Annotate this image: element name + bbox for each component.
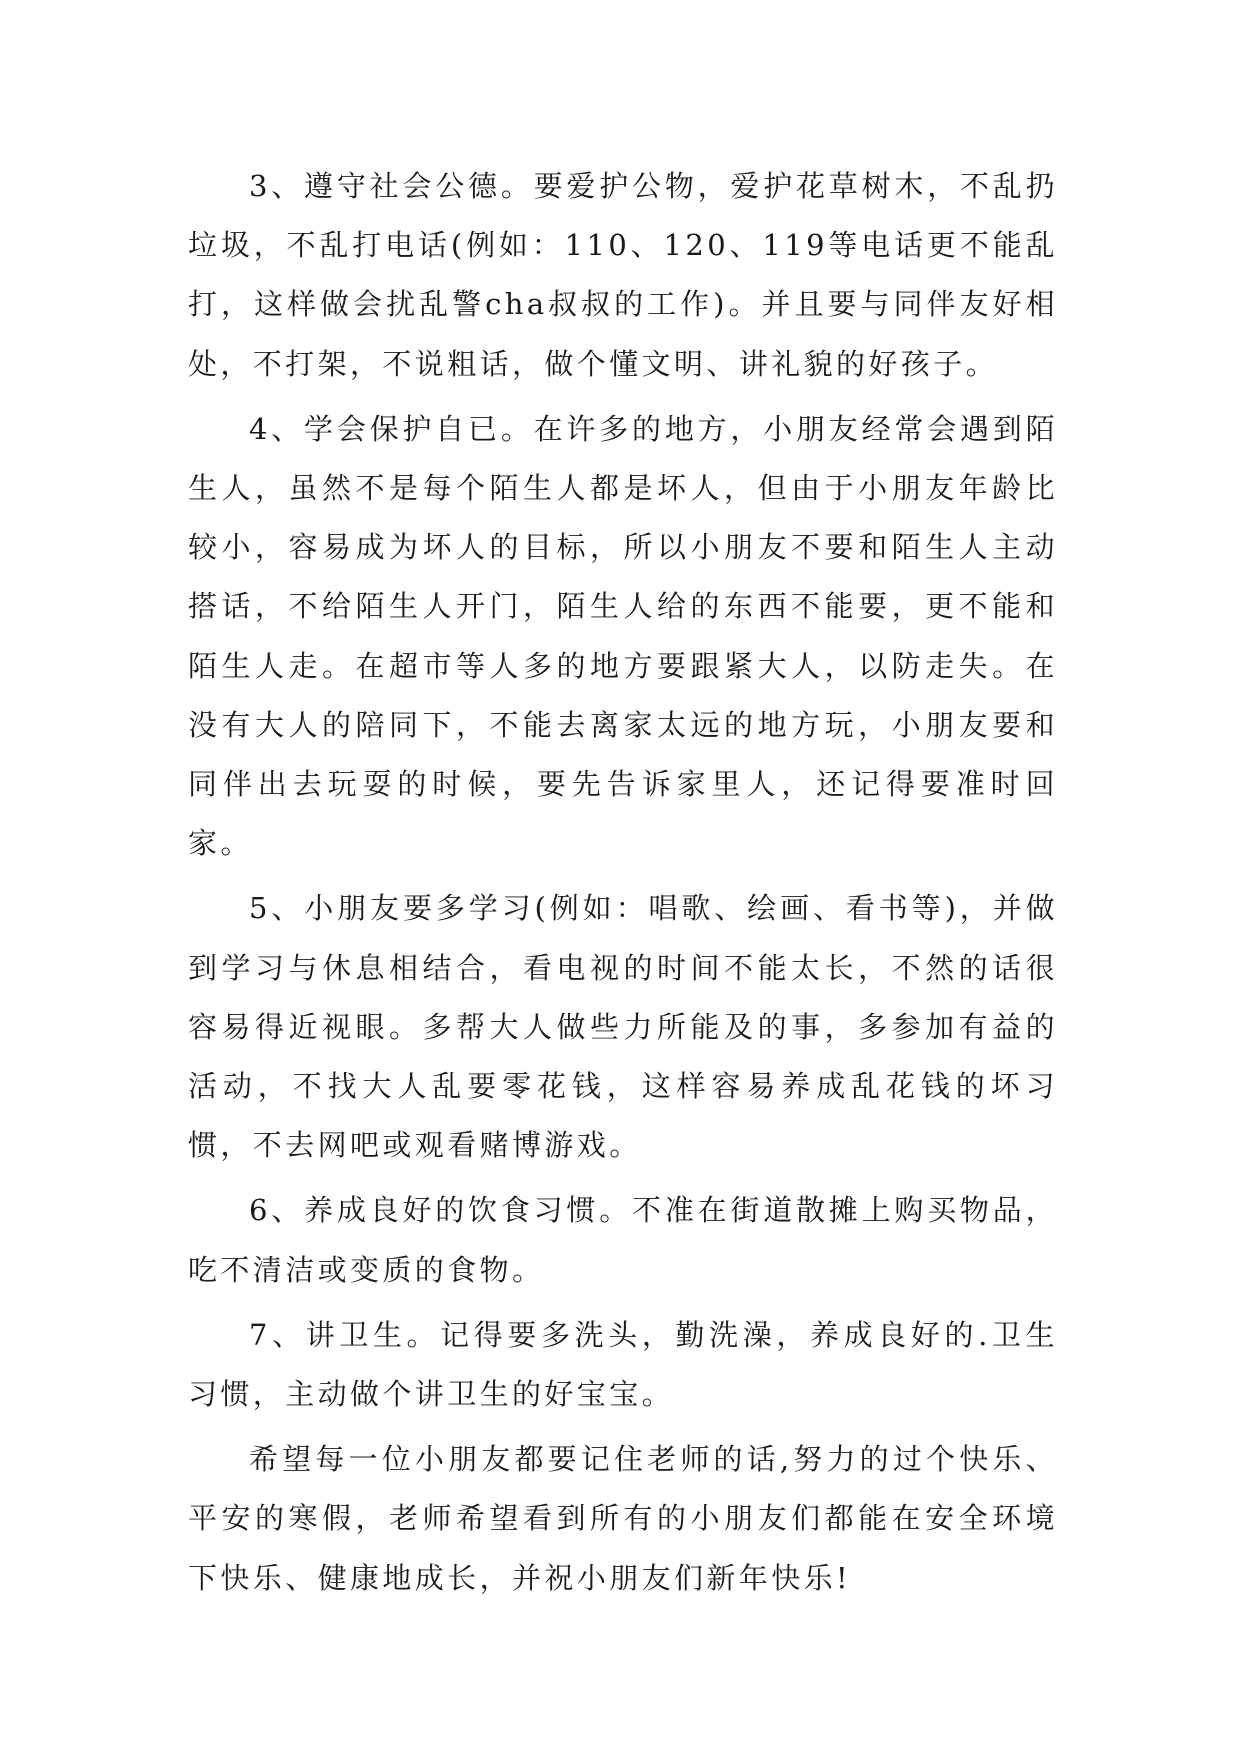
paragraph-rule-6: 6、养成良好的饮食习惯。不准在街道散摊上购买物品，吃不清洁或变质的食物。 [188,1193,1058,1287]
document-body [188,157,1058,1614]
paragraph-rule-4: 4、学会保护自已。在许多的地方，小朋友经常会遇到陌生人，虽然不是每个陌生人都是坏人，但由于小朋友年龄比较小，容易成为坏人的目标，所以小朋友不要和陌生人主动搭话，不给陌生人开门，陌生人给的东西不能要，更不能和陌生人走。在超市等人多的地方要跟紧大人，以防走失。在没有大人的陪同下，不能去离家太远的地方玩，小朋友要和同伴出去玩耍的时候，要先告诉家里人，还记得要准时回家。 [188,411,1058,861]
paragraph-rule-7: 7、讲卫生。记得要多洗头，勤洗澡，养成良好的.卫生习惯，主动做个讲卫生的好宝宝。 [188,1317,1058,1412]
paragraph-rule-3: 3、遵守社会公德。要爱护公物，爱护花草树木，不乱扔垃圾，不乱打电话(例如：110、120、119等电话更不能乱打，这样做会扰乱警cha叔叔的工作)。并且要与同伴友好相处，不打架，不说粗话，做个懂文明、讲礼貌的好孩子。 [188,169,1058,381]
paragraph-rule-5: 5、小朋友要多学习(例如：唱歌、绘画、看书等)，并做到学习与休息相结合，看电视的时间不能太长，不然的话很容易得近视眼。多帮大人做些力所能及的事，多参加有益的活动，不找大人乱要零花钱，这样容易养成乱花钱的坏习惯，不去网吧或观看赌博游戏。 [188,891,1058,1163]
paragraph-closing: 希望每一位小朋友都要记住老师的话,努力的过个快乐、平安的寒假，老师希望看到所有的小朋友们都能在安全环境下快乐、健康地成长，并祝小朋友们新年快乐! [188,1442,1058,1595]
